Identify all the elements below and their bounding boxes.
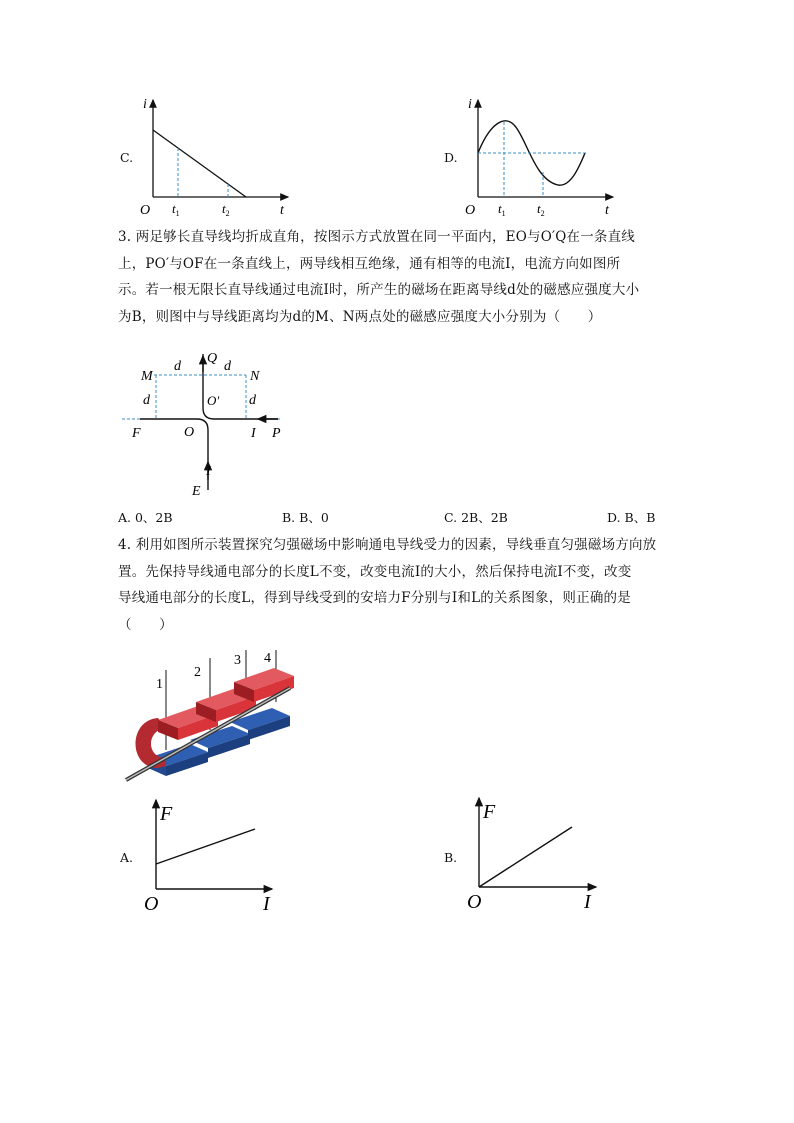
label-o: O [184,425,195,440]
label-f: F [132,426,141,441]
q3-line-4: 为B，则图中与导线距离均为d的M、N两点处的磁感应强度大小分别为（ ） [118,308,602,325]
option-c-label: C. [120,150,134,165]
origin-label: O [144,893,159,915]
tick-t2: $t_2$ [537,201,545,218]
q3-option-c: C. 2B、2B [444,510,508,525]
label-4: 4 [264,651,271,666]
graph-option-d [455,90,625,220]
label-d-left: d [143,393,150,408]
axis-y-label: i [143,97,147,112]
origin-label: O [140,203,151,218]
axis-x-label: t [280,203,284,218]
point-m: M [141,369,153,384]
q4-line-2: 置。先保持导线通电部分的长度L不变，改变电流I的大小，然后保持电流I不变，改变 [118,563,632,580]
q3-line-2: 上，PO′与OF在一条直线上，两导线相互绝缘，通有相等的电流I，电流方向如图所 [118,255,621,272]
origin-label: O [467,891,482,913]
current-line [153,130,246,197]
wire-eof [140,419,208,490]
point-n: N [250,369,260,384]
tick-t1: $t_1$ [498,201,506,218]
tick-t1: $t_1$ [172,201,180,218]
q3-option-d: D. B、B [607,510,656,525]
option-d-label: D. [444,150,458,165]
graph-option-b [454,790,624,920]
label-p: P [272,426,281,441]
label-2: 2 [194,665,201,680]
label-i-bottom: I [206,464,211,479]
label-d-top-left: d [174,359,181,374]
graph-option-a [130,790,300,920]
q4-line-4: （ ） [118,616,173,633]
q4-line-1: 4. 利用如图所示装置探究匀强磁场中影响通电导线受力的因素，导线垂直匀强磁场方向放 [118,537,657,553]
q3-line-1: 3. 两足够长直导线均折成直角，按图示方式放置在同一平面内，EO与O′Q在一条直线 [118,229,635,245]
axis-y-label: i [468,97,472,112]
wire-figure [118,342,298,502]
magnet-apparatus [118,640,308,790]
label-e: E [192,484,201,499]
axis-x-label: I [584,891,591,913]
label-3: 3 [234,653,241,668]
graph-option-c [130,90,300,220]
label-o-prime: O′ [207,393,220,408]
label-q: Q [207,351,218,366]
axis-y-label: F [160,803,173,825]
question-3-text [118,224,678,330]
question-4-text [118,532,678,638]
axis-x-label: I [263,893,270,915]
axis-y-label: F [483,801,496,823]
q3-option-b: B. B、0 [282,510,329,525]
f-vs-i-line [479,827,572,887]
q4-option-a-label: A. [120,850,134,865]
label-d-top-right: d [224,359,231,374]
q3-option-a: A. 0、2B [118,510,173,525]
f-vs-i-line [156,829,255,864]
axis-x-label: t [605,203,609,218]
q3-line-3: 示。若一根无限长直导线通过电流I时，所产生的磁场在距离导线d处的磁感应强度大小 [118,282,640,298]
origin-label: O [465,203,476,218]
label-i-right: I [251,426,256,441]
label-1: 1 [156,677,163,692]
q4-line-3: 导线通电部分的长度L，得到导线受到的安培力F分别与I和L的关系图象，则正确的是 [118,590,631,606]
tick-t2: $t_2$ [222,201,230,218]
q4-option-b-label: B. [444,850,458,865]
label-d-right: d [249,393,256,408]
